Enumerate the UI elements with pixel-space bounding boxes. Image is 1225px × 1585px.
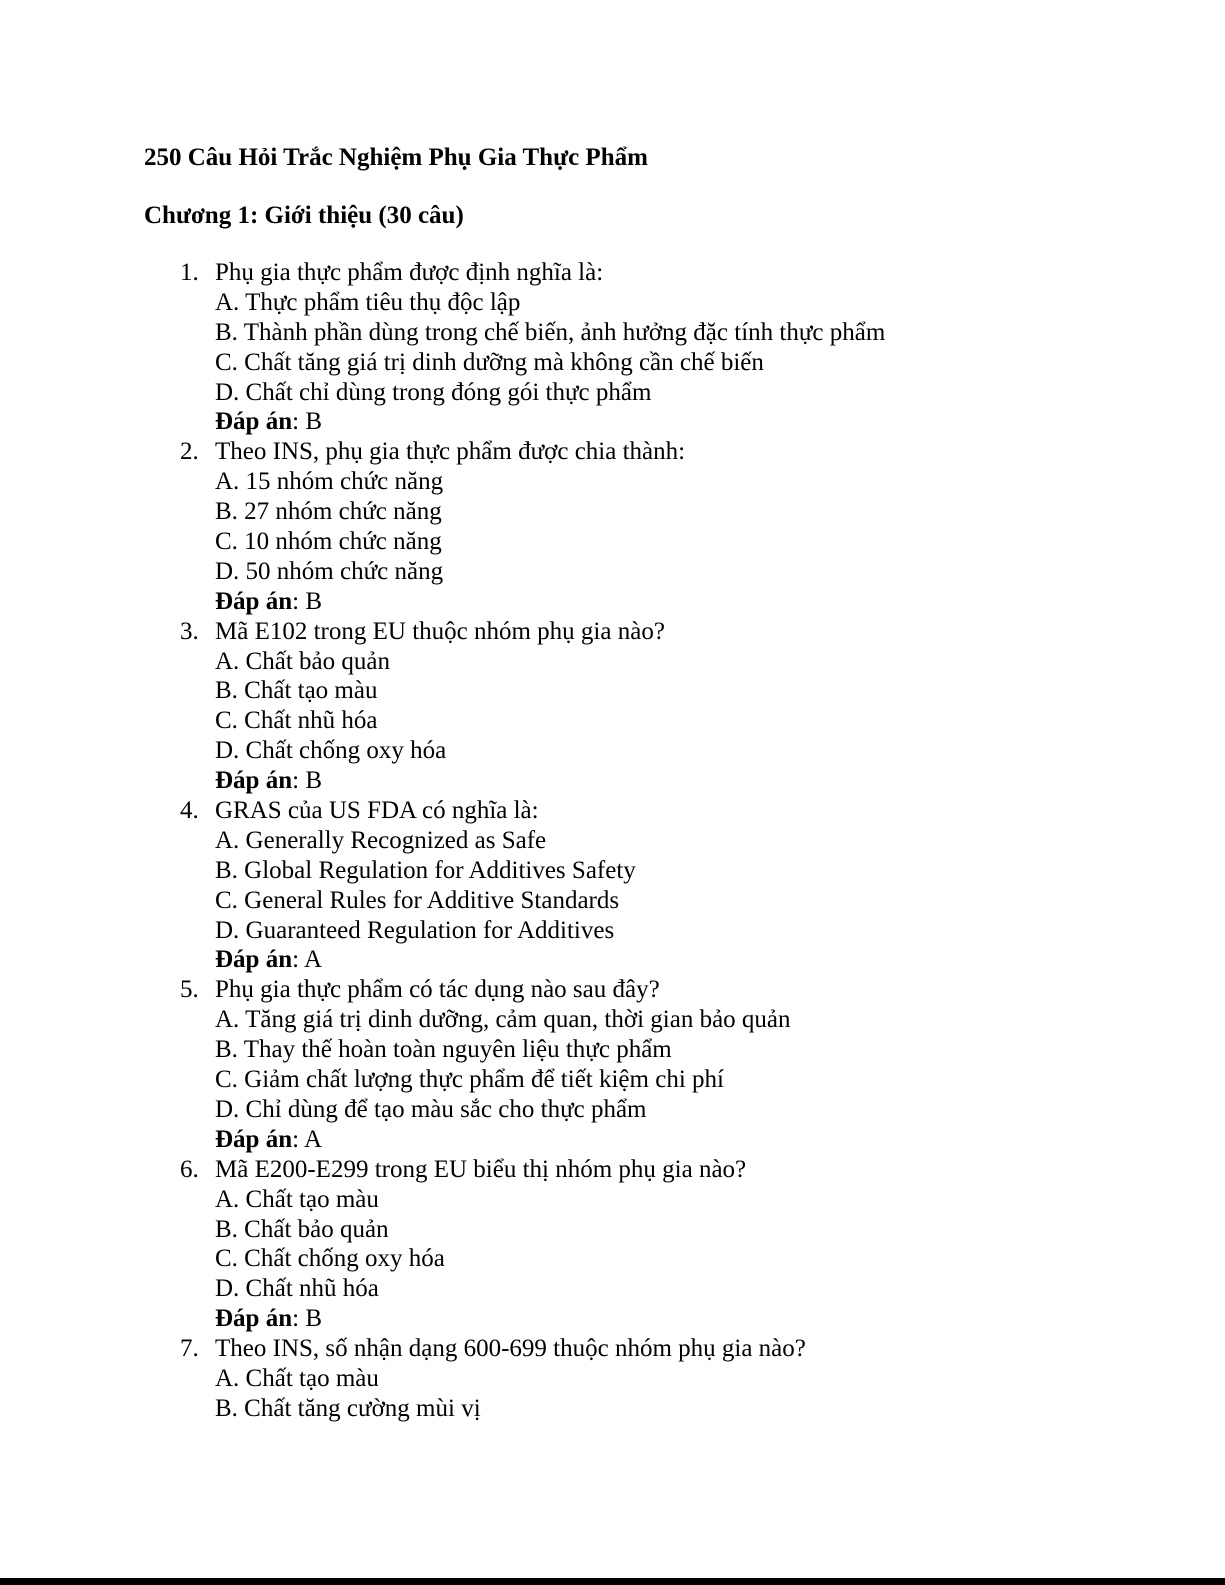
question-number: 7. [180, 1335, 199, 1363]
option-text: A. Tăng giá trị dinh dưỡng, cảm quan, thời gian bảo quản [215, 1006, 791, 1034]
answer-label: Đáp án [215, 408, 293, 436]
option-text: D. 50 nhóm chức năng [215, 557, 444, 585]
option-text: A. 15 nhóm chức năng [215, 468, 444, 496]
document-title: 250 Câu Hỏi Trắc Nghiệm Phụ Gia Thực Phẩm [144, 144, 648, 171]
answer-key-text: Đáp án: B [215, 587, 323, 615]
answer-label: Đáp án [215, 587, 293, 615]
question-number: 3. [180, 617, 199, 645]
answer-key-text: Đáp án: B [215, 1305, 323, 1333]
option-text: B. Thay thế hoàn toàn nguyên liệu thực phẩm [215, 1036, 672, 1064]
option-text: A. Thực phẩm tiêu thụ độc lập [215, 288, 521, 316]
answer-key-text: Đáp án: A [215, 946, 323, 974]
answer-key-text: Đáp án: B [215, 408, 323, 436]
answer-label: Đáp án [215, 1125, 293, 1153]
option-text: D. Chất chỉ dùng trong đóng gói thực phẩm [215, 378, 652, 406]
answer-value: B [305, 408, 323, 436]
option-text: A. Chất bảo quản [215, 647, 390, 675]
answer-value: B [305, 587, 323, 615]
option-text: C. 10 nhóm chức năng [215, 528, 442, 556]
option-text: D. Chỉ dùng để tạo màu sắc cho thực phẩm [215, 1095, 647, 1123]
option-text: C. Chất nhũ hóa [215, 707, 378, 735]
option-text: C. General Rules for Additive Standards [215, 886, 620, 914]
chapter-title: Chương 1: Giới thiệu (30 câu) [144, 202, 464, 229]
option-text: A. Chất tạo màu [215, 1185, 379, 1213]
option-text: D. Chất nhũ hóa [215, 1275, 379, 1303]
answer-key-text: Đáp án: A [215, 1125, 323, 1153]
option-text: A. Generally Recognized as Safe [215, 826, 547, 854]
option-text: B. Thành phần dùng trong chế biến, ảnh hưởng đặc tính thực phẩm [215, 318, 886, 346]
question-number: 6. [180, 1155, 199, 1183]
option-text: B. 27 nhóm chức năng [215, 498, 442, 526]
option-text: D. Guaranteed Regulation for Additives [215, 916, 615, 944]
question-text: GRAS của US FDA có nghĩa là: [215, 797, 539, 825]
option-text: A. Chất tạo màu [215, 1364, 379, 1392]
question-text: Mã E102 trong EU thuộc nhóm phụ gia nào? [215, 617, 665, 645]
answer-value: A [303, 946, 323, 974]
answer-value: A [303, 1125, 323, 1153]
option-text: B. Chất tăng cường mùi vị [215, 1394, 481, 1422]
question-number: 5. [180, 976, 199, 1004]
question-text: Theo INS, số nhận dạng 600-699 thuộc nhóm phụ gia nào? [215, 1335, 806, 1363]
option-text: D. Chất chống oxy hóa [215, 737, 447, 765]
answer-label: Đáp án [215, 946, 293, 974]
option-text: B. Chất bảo quản [215, 1215, 389, 1243]
answer-label: Đáp án [215, 767, 293, 795]
question-text: Phụ gia thực phẩm được định nghĩa là: [215, 259, 604, 286]
question-number: 2. [180, 438, 199, 466]
answer-value: B [305, 767, 323, 795]
answer-value: B [305, 1305, 323, 1333]
question-number: 1. [180, 259, 199, 286]
option-text: B. Global Regulation for Additives Safety [215, 856, 636, 884]
option-text: C. Chất tăng giá trị dinh dưỡng mà không cần chế biến [215, 348, 764, 376]
page-bottom-border [0, 1578, 1225, 1585]
option-text: C. Chất chống oxy hóa [215, 1245, 445, 1273]
question-text: Phụ gia thực phẩm có tác dụng nào sau đây? [215, 976, 660, 1004]
question-text: Theo INS, phụ gia thực phẩm được chia thành: [215, 438, 686, 466]
question-text: Mã E200-E299 trong EU biểu thị nhóm phụ gia nào? [215, 1155, 747, 1183]
answer-key-text: Đáp án: B [215, 767, 323, 795]
answer-label: Đáp án [215, 1305, 293, 1333]
option-text: B. Chất tạo màu [215, 677, 378, 705]
option-text: C. Giảm chất lượng thực phẩm để tiết kiệm chi phí [215, 1066, 724, 1094]
question-number: 4. [180, 797, 199, 825]
